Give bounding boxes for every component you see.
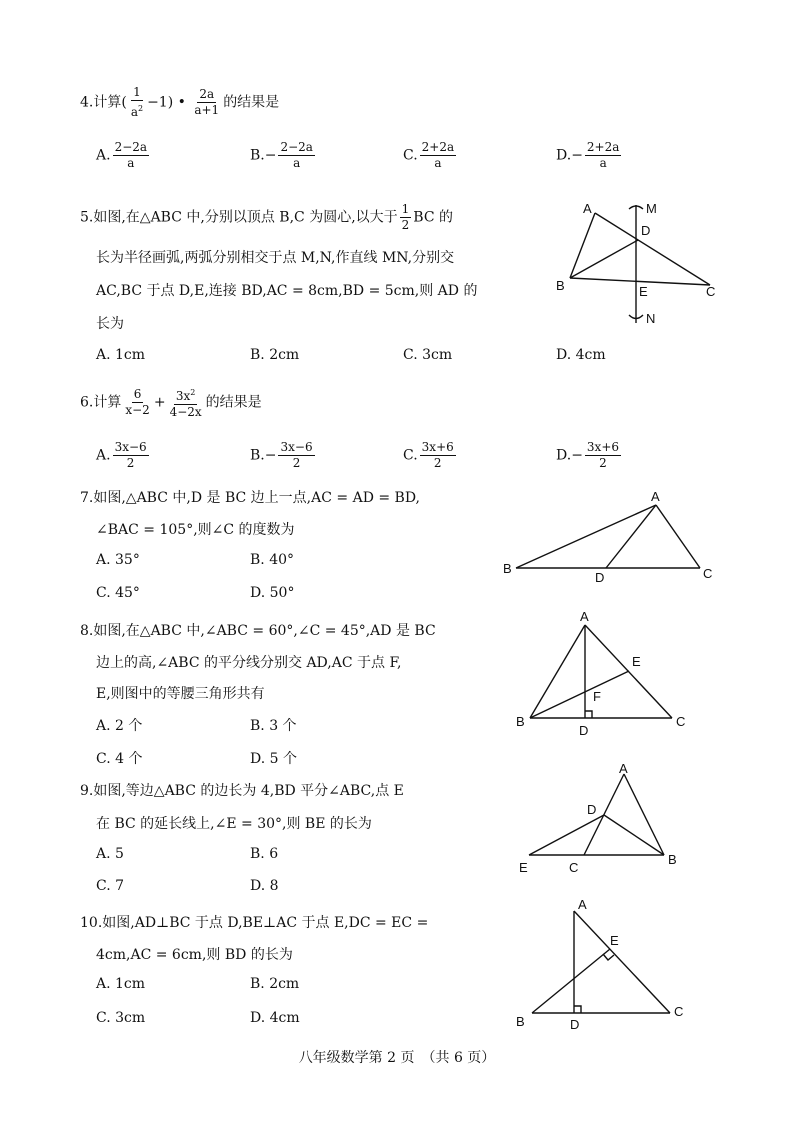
q5-option-d: D. 4cm xyxy=(556,347,606,363)
q9-label-c: C xyxy=(569,860,579,875)
q5-label-d: D xyxy=(641,223,651,238)
q6-option-b: B.− $\frac{3x-6}{2}$ xyxy=(250,440,313,470)
q8-line-3: E,则图中的等腰三角形共有 xyxy=(96,686,265,702)
q4-stem: 4.计算( $\frac{1}{a^2}$ −1) • $\frac{2a}{a+1}$ 的结果是 xyxy=(80,85,280,119)
q7-label-a: A xyxy=(651,489,660,504)
q9-label-a: A xyxy=(619,761,628,776)
q9-line-2: 在 BC 的延长线上,∠E = 30°,则 BE 的长为 xyxy=(96,816,372,832)
q5-label-n: N xyxy=(646,311,656,326)
q8-label-f: F xyxy=(593,689,601,704)
q7-option-c: C. 45° xyxy=(96,585,140,601)
q9-label-e: E xyxy=(519,860,528,875)
q10-segment-be xyxy=(532,949,610,1013)
q9-segment-ab xyxy=(624,774,664,855)
q9-label-d: D xyxy=(587,802,597,817)
q8-label-d: D xyxy=(579,723,589,738)
q10-option-c: C. 3cm xyxy=(96,1010,146,1026)
q10-label-a: A xyxy=(578,897,587,912)
q5-line-3: AC,BC 于点 D,E,连接 BD,AC = 8cm,BD = 5cm,则 AD 的 xyxy=(96,283,478,299)
q7-label-c: C xyxy=(703,566,713,581)
q5-option-b: B. 2cm xyxy=(250,347,300,363)
q4-fraction-2: $\frac{2a}{a+1}$ xyxy=(194,87,220,117)
q9-option-a: A. 5 xyxy=(96,846,124,862)
q9-segment-db xyxy=(604,815,664,855)
q7-line-2: ∠BAC = 105°,则∠C 的度数为 xyxy=(96,522,295,538)
q6-option-c: C. $\frac{3x+6}{2}$ xyxy=(403,440,454,470)
q6-fraction-2: $\frac{3x^2}{4-2x}$ xyxy=(168,385,204,420)
q10-option-d: D. 4cm xyxy=(250,1010,300,1026)
q5-label-m: M xyxy=(646,201,657,216)
q10-right-angle-e xyxy=(603,954,614,960)
q8-right-angle-d xyxy=(585,711,592,718)
q10-option-a: A. 1cm xyxy=(96,976,146,992)
q4-option-b: B.− $\frac{2-2a}{a}$ xyxy=(250,140,313,170)
q10-label-e: E xyxy=(610,933,619,948)
q4-fraction-1: $\frac{1}{a^2}$ xyxy=(130,85,144,119)
q10-label-b: B xyxy=(516,1014,525,1029)
q5-label-b: B xyxy=(556,278,565,293)
q5-option-c: C. 3cm xyxy=(403,347,453,363)
q4-option-d: D.− $\frac{2+2a}{a}$ xyxy=(556,140,620,170)
q9-segment-ed xyxy=(529,815,604,855)
q6-fraction-1: $\frac{6}{x-2}$ xyxy=(125,387,150,417)
q8-option-d: D. 5 个 xyxy=(250,751,297,767)
q8-option-c: C. 4 个 xyxy=(96,751,143,767)
q10-label-d: D xyxy=(570,1017,580,1032)
q5-segment-ac xyxy=(595,213,710,285)
q10-option-b: B. 2cm xyxy=(250,976,300,992)
q7-segment-ab xyxy=(516,505,656,568)
q5-option-a: A. 1cm xyxy=(96,347,146,363)
q4-option-a: A. $\frac{2-2a}{a}$ xyxy=(96,140,148,170)
q9-option-c: C. 7 xyxy=(96,878,125,894)
q8-figure xyxy=(512,605,702,740)
q7-option-a: A. 35° xyxy=(96,552,140,568)
q5-label-e: E xyxy=(639,284,648,299)
q10-segment-ac xyxy=(574,911,670,1013)
q9-option-d: D. 8 xyxy=(250,878,279,894)
q8-option-b: B. 3 个 xyxy=(250,718,297,734)
q5-segment-bd xyxy=(570,240,638,278)
q7-figure xyxy=(498,485,728,585)
q8-segment-ab xyxy=(530,625,585,718)
q8-option-a: A. 2 个 xyxy=(96,718,143,734)
q9-line-1: 9.如图,等边△ABC 的边长为 4,BD 平分∠ABC,点 E xyxy=(80,783,404,799)
q8-label-c: C xyxy=(676,714,686,729)
q8-label-e: E xyxy=(632,654,641,669)
q5-figure xyxy=(545,195,735,335)
q7-segment-ad xyxy=(606,505,656,568)
q7-label-d: D xyxy=(595,570,605,585)
q8-line-2: 边上的高,∠ABC 的平分线分别交 AD,AC 于点 F, xyxy=(96,655,402,671)
q9-label-b: B xyxy=(668,852,677,867)
q5-label-c: C xyxy=(706,284,716,299)
q7-segment-ac xyxy=(656,505,700,568)
q5-line-1: 5.如图,在△ABC 中,分别以顶点 B,C 为圆心,以大于 $\frac{1}{2}$ BC 的 xyxy=(80,202,454,232)
q10-right-angle-d xyxy=(574,1006,581,1013)
q7-label-b: B xyxy=(503,561,512,576)
q9-figure xyxy=(512,760,692,880)
q7-line-1: 7.如图,△ABC 中,D 是 BC 边上一点,AC = AD = BD, xyxy=(80,490,421,506)
q10-label-c: C xyxy=(674,1004,684,1019)
q8-segment-be xyxy=(530,671,629,718)
q7-option-b: B. 40° xyxy=(250,552,295,568)
q6-option-a: A. $\frac{3x-6}{2}$ xyxy=(96,440,147,470)
q5-line-2: 长为半径画弧,两弧分别相交于点 M,N,作直线 MN,分别交 xyxy=(96,250,455,266)
q9-option-b: B. 6 xyxy=(250,846,279,862)
q10-figure xyxy=(512,895,702,1035)
q8-label-b: B xyxy=(516,714,525,729)
q5-line-4: 长为 xyxy=(96,316,124,332)
q5-label-a: A xyxy=(583,201,592,216)
q10-line-1: 10.如图,AD⊥BC 于点 D,BE⊥AC 于点 E,DC = EC = xyxy=(80,915,429,931)
page-footer: 八年级数学第 2 页 （共 6 页） xyxy=(298,1050,496,1066)
q8-line-1: 8.如图,在△ABC 中,∠ABC = 60°,∠C = 45°,AD 是 BC xyxy=(80,623,436,639)
q7-option-d: D. 50° xyxy=(250,585,295,601)
q8-label-a: A xyxy=(580,609,589,624)
q6-option-d: D.− $\frac{3x+6}{2}$ xyxy=(556,440,620,470)
q5-segment-ab xyxy=(570,213,595,278)
q6-stem: 6.计算 $\frac{6}{x-2}$ + $\frac{3x^2}{4-2x}$ 的结果是 xyxy=(80,387,262,419)
q10-line-2: 4cm,AC = 6cm,则 BD 的长为 xyxy=(96,947,293,963)
q4-option-c: C. $\frac{2+2a}{a}$ xyxy=(403,140,455,170)
